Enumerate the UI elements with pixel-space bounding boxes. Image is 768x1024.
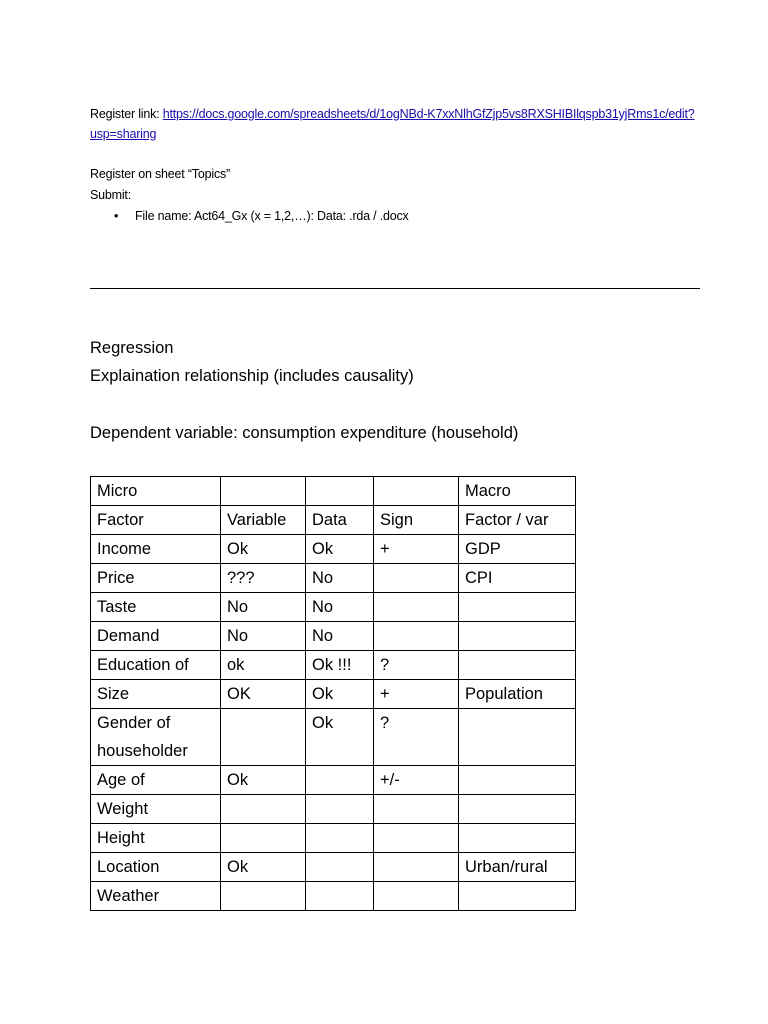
table-cell: [221, 824, 306, 853]
table-cell: Ok: [221, 535, 306, 564]
table-row: [91, 535, 576, 564]
table-cell: ?: [374, 709, 459, 766]
table-cell: [374, 882, 459, 911]
table-cell: [374, 795, 459, 824]
table-cell: Factor: [91, 506, 221, 535]
table-cell: Ok: [221, 766, 306, 795]
table-cell: No: [221, 622, 306, 651]
table-cell: Income: [91, 535, 221, 564]
table-cell: [459, 882, 576, 911]
table-cell: [374, 593, 459, 622]
table-cell: Price: [91, 564, 221, 593]
table-cell: Ok: [306, 709, 374, 766]
table-cell: +: [374, 535, 459, 564]
table-cell: Variable: [221, 506, 306, 535]
table-cell: Demand: [91, 622, 221, 651]
table-cell: Urban/rural: [459, 853, 576, 882]
table-cell: [221, 795, 306, 824]
table-cell: +: [374, 680, 459, 709]
table-cell: [459, 824, 576, 853]
table-row: [91, 824, 576, 853]
table-cell: [221, 709, 306, 766]
table-cell: GDP: [459, 535, 576, 564]
table-cell: Age of: [91, 766, 221, 795]
table-cell: ?: [374, 651, 459, 680]
table-cell: Gender of householder: [91, 709, 221, 766]
table-cell: Micro: [91, 477, 221, 506]
table-cell: Ok: [306, 680, 374, 709]
table-row: [91, 477, 576, 506]
register-link-line: [90, 104, 700, 144]
table-cell: [459, 651, 576, 680]
dependent-variable-text: Dependent variable: consumption expenditure (household): [90, 424, 519, 442]
table-cell: Factor / var: [459, 506, 576, 535]
table-cell: Size: [91, 680, 221, 709]
table-cell: [459, 622, 576, 651]
table-cell: Population: [459, 680, 576, 709]
table-cell: +/-: [374, 766, 459, 795]
register-link-label: Register link:: [90, 107, 163, 121]
table-cell: [459, 593, 576, 622]
table-cell: Taste: [91, 593, 221, 622]
table-cell: CPI: [459, 564, 576, 593]
section-heading: Regression: [90, 339, 174, 357]
table-cell: [459, 766, 576, 795]
table-cell: Weight: [91, 795, 221, 824]
table-cell: [374, 622, 459, 651]
table-row: [91, 766, 576, 795]
table-cell: [459, 795, 576, 824]
table-cell: [459, 709, 576, 766]
table-row: [91, 651, 576, 680]
table-row: [91, 882, 576, 911]
table-cell: [221, 477, 306, 506]
table-cell: Education of: [91, 651, 221, 680]
table-cell: Height: [91, 824, 221, 853]
table-row: [91, 564, 576, 593]
table-row: [91, 680, 576, 709]
table-row: [91, 853, 576, 882]
table-cell: ok: [221, 651, 306, 680]
table-cell: Macro: [459, 477, 576, 506]
horizontal-divider: [90, 288, 700, 289]
table-cell: Weather: [91, 882, 221, 911]
table-cell: Sign: [374, 506, 459, 535]
table-cell: No: [221, 593, 306, 622]
table-row: [91, 622, 576, 651]
table-cell: [221, 882, 306, 911]
file-name-text: File name: Act64_Gx (x = 1,2,…): Data: .rda / .docx: [135, 209, 409, 223]
table-cell: Ok !!!: [306, 651, 374, 680]
table-cell: [374, 564, 459, 593]
table-cell: OK: [221, 680, 306, 709]
table-cell: [374, 853, 459, 882]
table-cell: [306, 477, 374, 506]
section-subheading: Explaination relationship (includes causality): [90, 367, 414, 385]
table-cell: [306, 795, 374, 824]
table-row: [91, 506, 576, 535]
bullet-icon: •: [114, 209, 119, 223]
table-cell: [306, 824, 374, 853]
table-cell: [306, 853, 374, 882]
table-cell: Location: [91, 853, 221, 882]
submit-label: Submit:: [90, 188, 131, 202]
table-cell: ???: [221, 564, 306, 593]
table-cell: [306, 766, 374, 795]
register-sheet-text: Register on sheet “Topics”: [90, 167, 231, 181]
factors-table: [90, 476, 576, 911]
table-cell: No: [306, 593, 374, 622]
table-cell: Data: [306, 506, 374, 535]
table-cell: Ok: [306, 535, 374, 564]
table-cell: [306, 882, 374, 911]
register-link[interactable]: https://docs.google.com/spreadsheets/d/1ogNBd-K7xxNlhGfZjp5vs8RXSHIBIlqspb31yjRms1c/edit?usp=sharing: [90, 107, 695, 141]
table-row: [91, 709, 576, 766]
table-row: [91, 593, 576, 622]
table-cell: No: [306, 622, 374, 651]
table-cell: [374, 477, 459, 506]
table-cell: [374, 824, 459, 853]
table-row: [91, 795, 576, 824]
table-cell: Ok: [221, 853, 306, 882]
table-cell: No: [306, 564, 374, 593]
